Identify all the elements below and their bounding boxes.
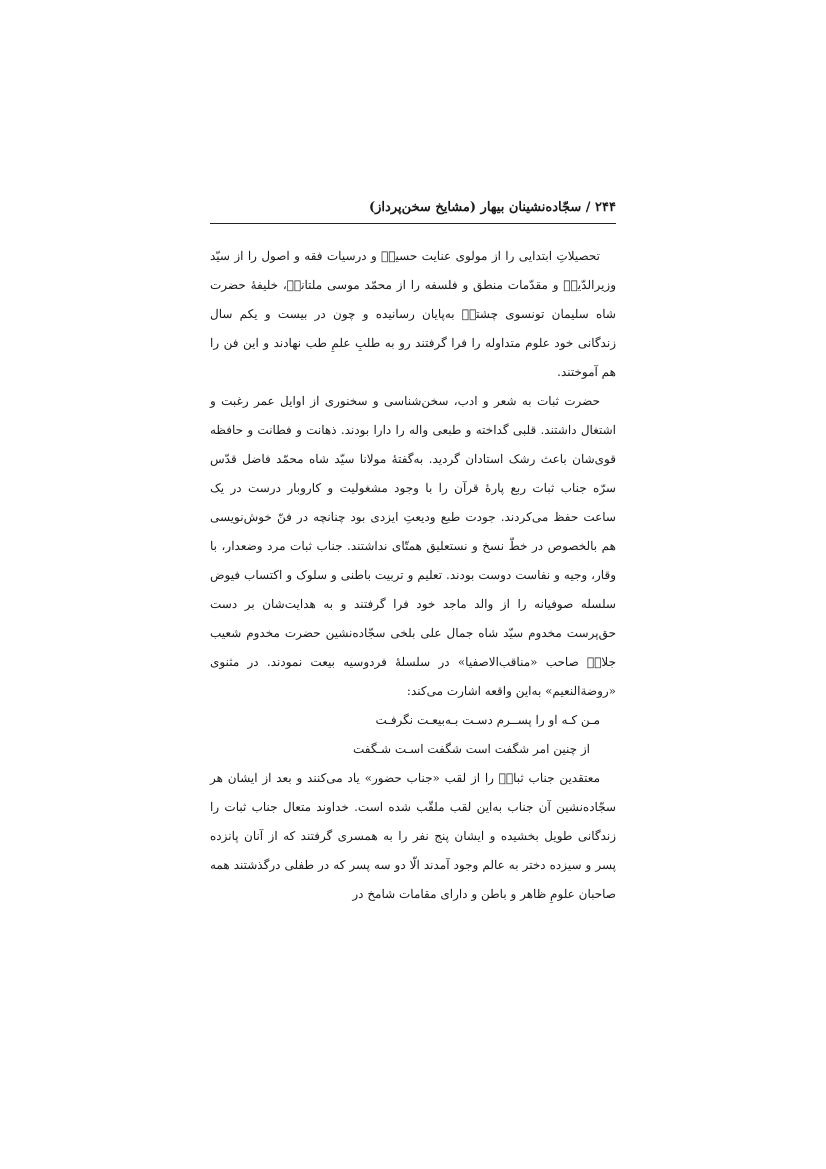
verse-line-2: از چنین امر شگفت است شگفت اسـت شـگفت [353,742,590,756]
running-header: ۲۴۴ / سجّاده‌نشینان بیهار (مشایخ سخن‌پرداز) [210,200,616,224]
paragraph-devotees: معتقدین جناب ثباتؒ را از لقب «جناب حضور» یاد می‌کنند و بعد از ایشان هر سجّاده‌نشین آن جناب به‌این لقب ملقّب شده است. خداوند متعال جناب ثبات را زندگانی طویل بخشیده و ایشان پنج نفر را به همسری گرفتند که از آنان پانزده پسر و سیزده دختر به عالم وجود آمدند الّا دو سه پسر که در طفلی درگذشتند همه صاحبان علومِ ظاهر و باطن و دارای مقامات شامخ در [210,771,616,901]
paragraph-literature: حضرت ثبات به شعر و ادب، سخن‌شناسی و سخنوری از اوایل عمر رغبت و اشتغال داشتند. قلبی گداخته و طبعی واله را دارا بودند. ذهانت و فطانت و حافظه قوی‌شان باعث رشک استادان گردید. به‌گفتهٔ مولانا سیّد شاه محمّد فاضل قدّس سرّه جناب ثبات ربع پارهٔ قرآن را با وجود مشغولیت و کاروبار درست در یک ساعت حفظ می‌کردند. جودت طبع ودیعتِ ایزدی بود چنانچه در فنّ خوش‌نویسی هم بالخصوص در خطّ نسخ و نستعلیق همتّای نداشتند. جناب ثبات مرد وضعدار، با وقار، وجیه و نفاست دوست بودند. تعلیم و تربیت باطنی و سلوک و اکتساب فیوض سلسله صوفیانه را از والد ماجد خود فرا گرفتند و به هدایت‌شان بر دست حق‌پرست مخدوم سیّد شاه جمال علی بلخی سجّاده‌نشین حضرت مخدوم شعیب جلالؒ صاحب «مناقب‌الاصفیا» در سلسلهٔ فردوسیه بیعت نمودند. در مثنوی «روضة‌النعیم» به‌این واقعه اشارت می‌کند: [210,394,616,698]
paragraph-education: تحصیلاتِ ابتدایی را از مولوی عنایت حسینؒ و درسیات فقه و اصول را از سیّد وزیرالدّینؒ و مقدّمات منطق و فلسفه را از محمّد موسی ملتانیؒ، خلیفهٔ حضرت شاه سلیمان تونسوی چشتیؒ به‌پایان رسانیده و چون در بیست و یکم سال زندگانی خود علوم متداوله را فرا گرفتند رو به طلبِ علمِ طب نهادند و این فن را هم آموختند. [210,249,616,379]
body-text [210,242,616,909]
book-page [210,200,616,909]
verse-line-1: مـن کـه او را پســرم دسـت بـه‌بیعـت نگرفـت [375,713,600,727]
